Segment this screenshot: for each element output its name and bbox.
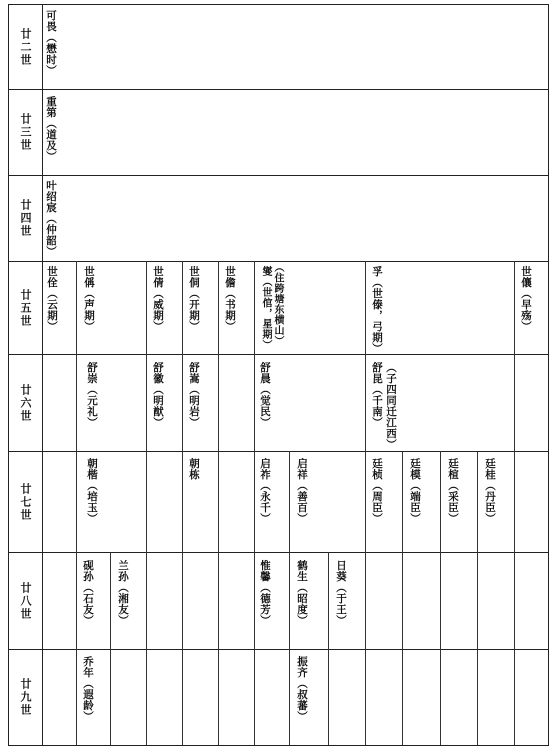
name-g25-1: 世佺（云期）: [46, 266, 58, 332]
name-g28-3: 惟馨（德芳）: [259, 560, 271, 626]
col-line-g: [289, 451, 290, 745]
name-g23: 重第（道及）: [45, 96, 57, 162]
col-line-b: [110, 552, 111, 745]
name-g25-4: 世侗（开期）: [188, 266, 200, 332]
col-line-c: [146, 261, 147, 745]
name-g27-8: 廷桂（丹臣）: [484, 458, 496, 524]
name-g25-3: 世倩（威期）: [152, 266, 164, 332]
row-line-25-26: [8, 354, 549, 355]
name-g26-1: 舒崇（元礼）: [86, 362, 98, 428]
row-line-bottom: [8, 745, 549, 746]
row-line-26-27: [8, 451, 549, 452]
name-g26-5b: 舒昆（千南）: [371, 362, 383, 428]
col-line-gen: [42, 4, 43, 745]
generation-label-27: 廿七世: [19, 482, 32, 522]
generation-label-25: 廿五世: [19, 288, 32, 328]
name-g27-4: 启祥（善百）: [296, 458, 308, 524]
name-g28-1: 砚孙（石友）: [82, 560, 94, 626]
col-line-l: [477, 451, 478, 745]
generation-label-23: 廿三世: [19, 113, 32, 152]
row-line-27-28: [8, 552, 549, 553]
generation-label-22: 廿二世: [19, 27, 32, 67]
name-g25-6a: （住跨塘东横山）: [272, 262, 283, 346]
col-line-a: [76, 261, 77, 745]
name-g28-5: 日葵（于王）: [335, 560, 347, 626]
generation-label-24: 廿四世: [19, 199, 32, 238]
col-line-i: [365, 261, 366, 745]
name-g29-2: 振齐（叔蕃）: [296, 656, 308, 722]
name-g26-5a: （子四同迁江西）: [385, 362, 397, 450]
row-line-22-23: [8, 89, 549, 90]
generation-label-26: 廿六世: [19, 383, 32, 423]
col-line-f: [254, 261, 255, 745]
name-g24: 叶绍宸（仲韶）: [45, 180, 57, 257]
name-g27-5: 廷桢（周臣）: [371, 458, 383, 524]
name-g26-4: 舒晨（觉民）: [259, 362, 271, 428]
name-g25-5: 世儋（书期）: [224, 266, 236, 332]
col-line-h: [328, 552, 329, 745]
name-g26-3: 舒嵩（明岩）: [188, 362, 200, 428]
generation-label-29: 廿九世: [19, 678, 32, 717]
row-line-28-29: [8, 649, 549, 650]
name-g27-6: 廷模（端臣）: [409, 458, 421, 524]
row-line-23-24: [8, 175, 549, 176]
name-g25-6b: 燮（世倌，星期）: [260, 266, 271, 350]
name-g25-7a: 孚（世傣，弓期）: [371, 266, 383, 354]
name-g25-2: 世偁（声期）: [83, 266, 95, 332]
name-g26-2: 舒徽（明猷）: [152, 362, 164, 428]
name-g27-1: 朝楷（培玉）: [86, 458, 98, 524]
row-line-top: [8, 4, 549, 5]
col-line-k: [440, 451, 441, 745]
name-g22: 可畏（懋时）: [45, 10, 57, 76]
col-line-right: [548, 4, 549, 745]
col-line-m: [514, 261, 515, 745]
col-line-d: [182, 261, 183, 745]
generation-label-28: 廿八世: [19, 581, 32, 621]
name-g27-2: 朝栋: [188, 458, 200, 480]
name-g25-8: 世儴（早殇）: [520, 266, 532, 332]
col-line-j: [402, 451, 403, 745]
col-line-e: [218, 261, 219, 745]
name-g29-1: 乔年（遐龄）: [82, 656, 94, 722]
name-g27-7: 廷楦（采臣）: [447, 458, 459, 524]
name-g27-3: 启祚（永千）: [259, 458, 271, 524]
name-g28-2: 兰孙（湘友）: [117, 560, 129, 626]
name-g28-4: 鹤生（昭度）: [296, 560, 308, 626]
